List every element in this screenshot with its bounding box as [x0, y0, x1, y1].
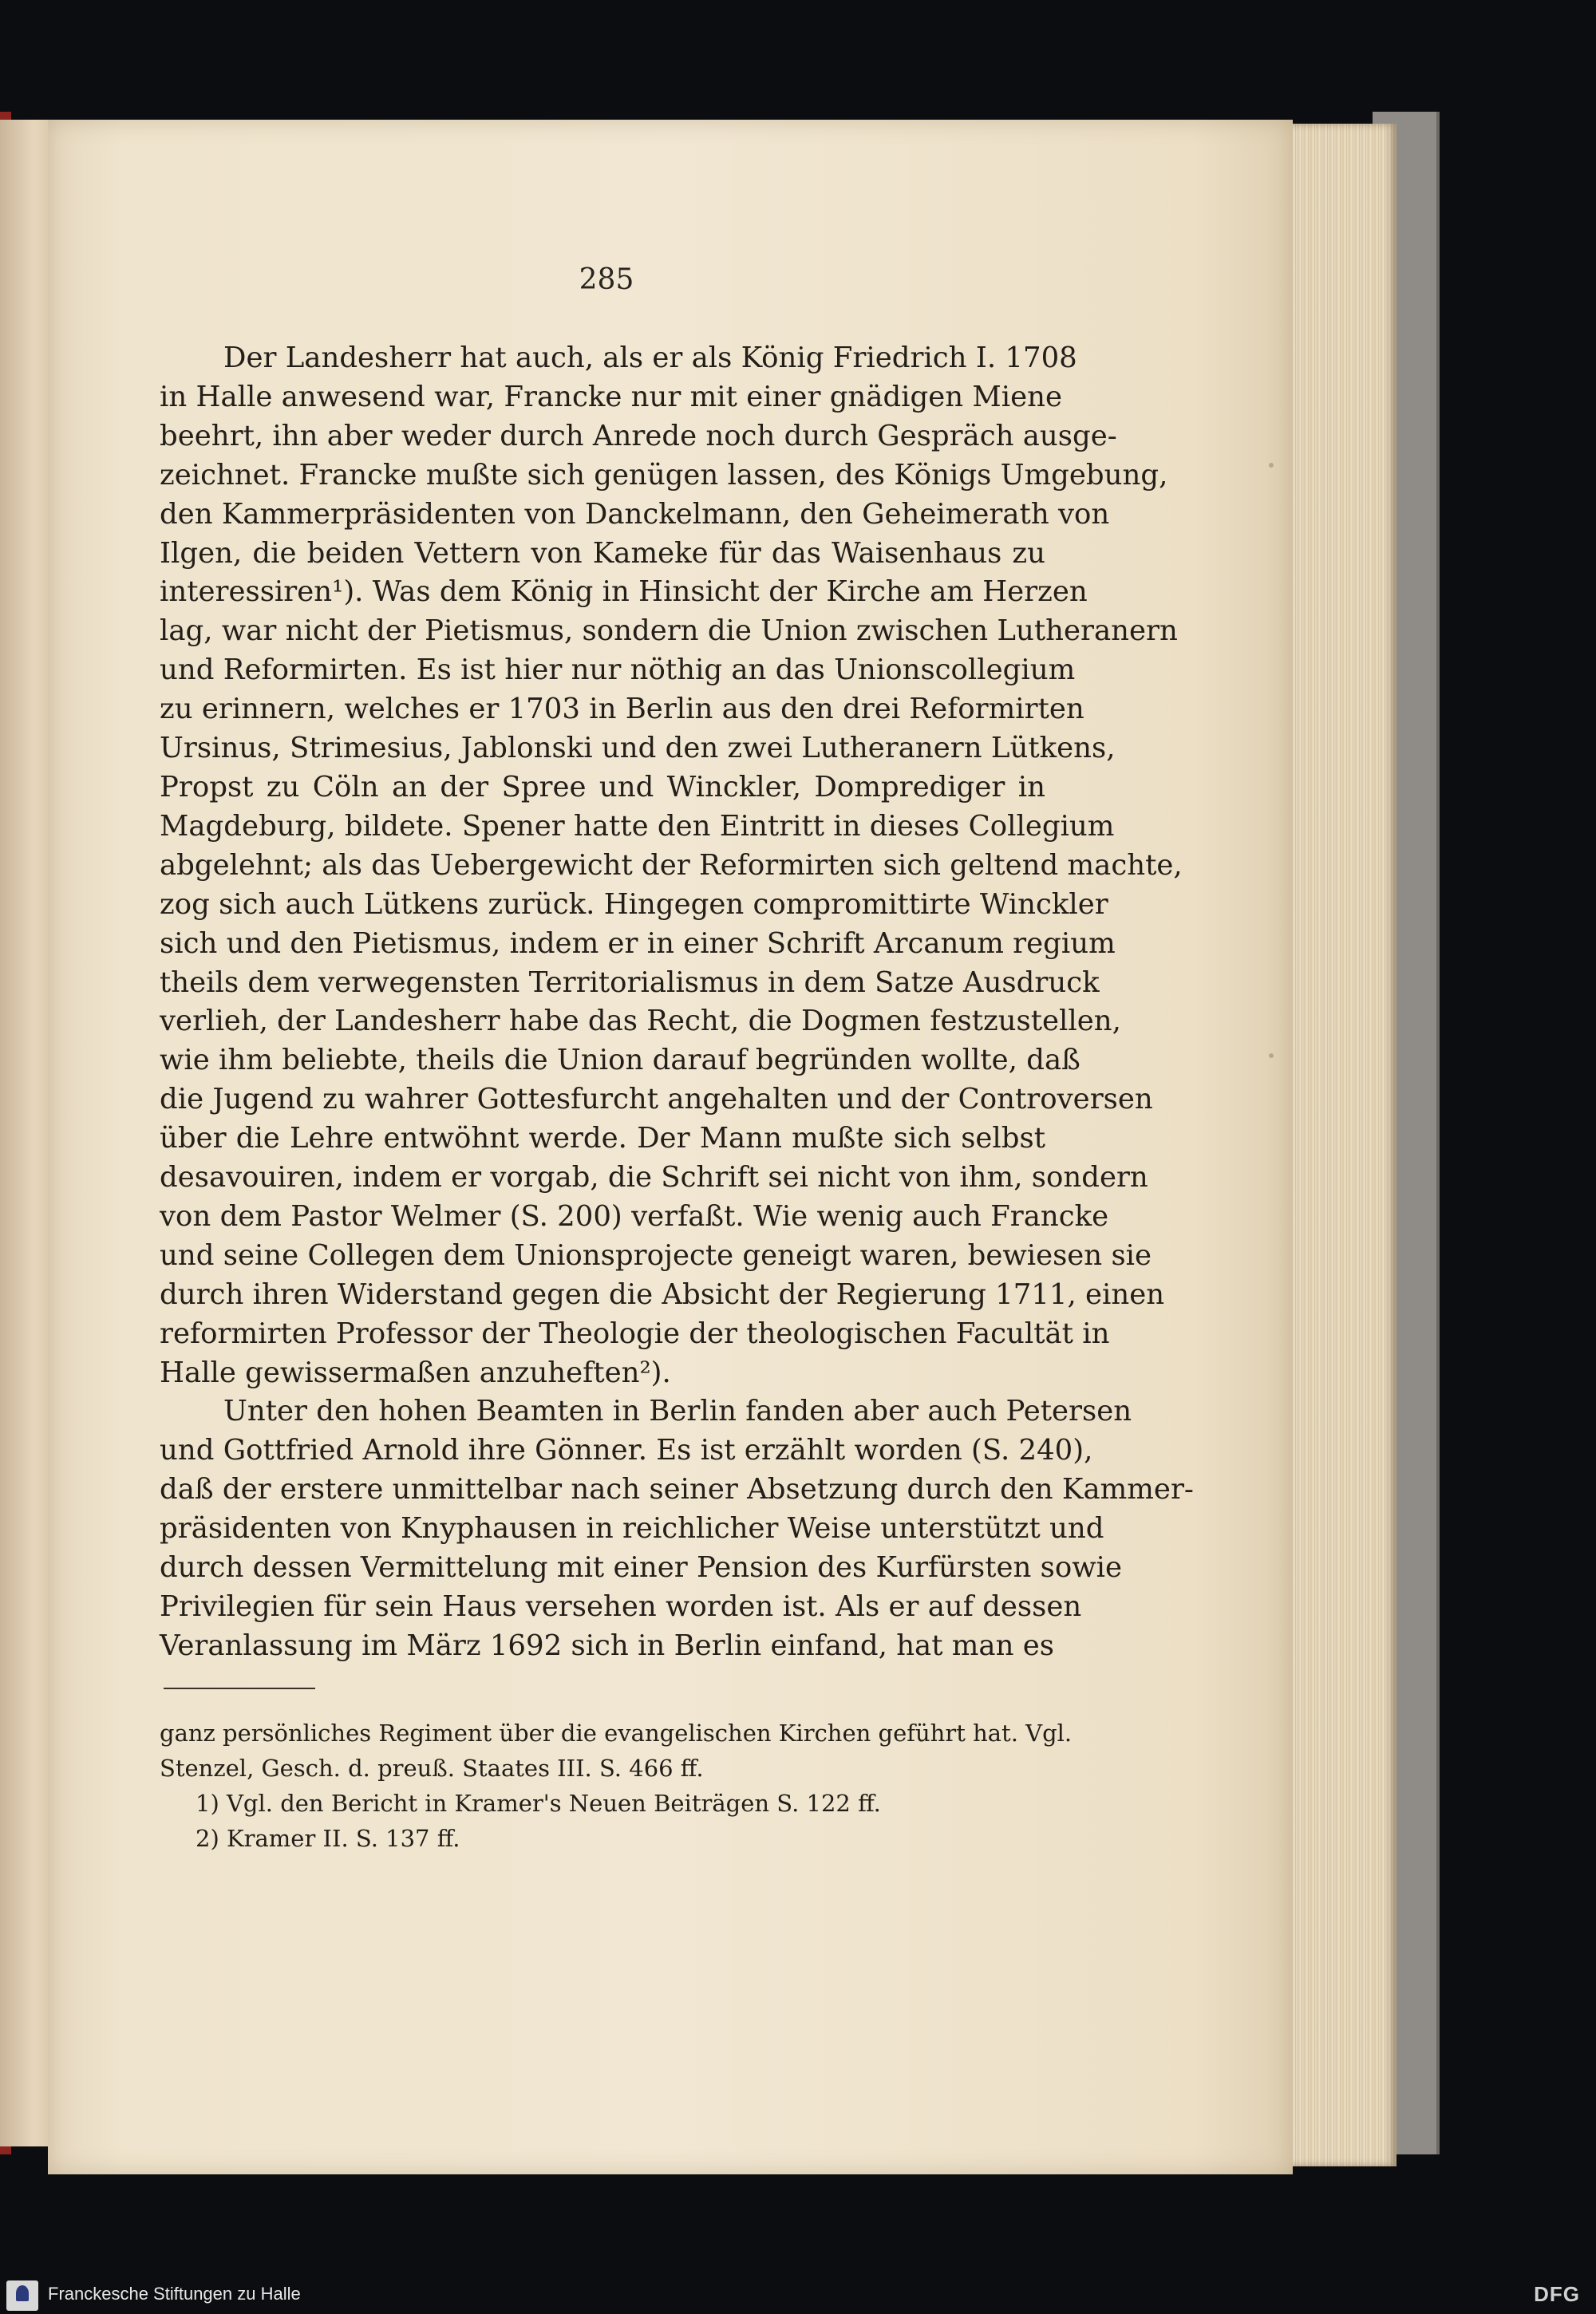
text-line: und seine Collegen dem Unionsprojecte geneigt waren, bewiesen sie [160, 1238, 1152, 1272]
text-line: von dem Pastor Welmer (S. 200) verfaßt. Wie wenig auch Francke [160, 1199, 1109, 1233]
text-line: den Kammerpräsidenten von Danckelmann, den Geheimerath von [160, 497, 1110, 531]
paragraph-1 [160, 339, 1183, 1392]
footnotes [160, 1716, 1073, 1856]
text-line: zu erinnern, welches er 1703 in Berlin aus den drei Reformirten [160, 693, 1084, 726]
text-line: Privilegien für sein Haus versehen worden ist. Als er auf dessen [160, 1590, 1082, 1623]
page-number: 285 [579, 263, 634, 296]
text-line: reformirten Professor der Theologie der theologischen Facultät in [160, 1317, 1110, 1350]
text-line: wie ihm beliebte, theils die Union darauf begründen wollte, daß [160, 1044, 1080, 1077]
text-line: in Halle anwesend war, Francke nur mit einer gnädigen Miene [160, 380, 1062, 413]
footnote-2: 2) Kramer II. S. 137 ff. [196, 1825, 460, 1852]
institution-name: Franckesche Stiftungen zu Halle [48, 2284, 301, 2304]
page-fore-edge [1277, 124, 1396, 2166]
text-line: präsidenten von Knyphausen in reichlicher Weise unterstützt und [160, 1512, 1104, 1546]
text-line: abgelehnt; als das Uebergewicht der Reformirten sich geltend machte, [160, 848, 1183, 882]
institution-logo-icon [6, 2280, 38, 2311]
text-line: über die Lehre entwöhnt werde. Der Mann mußte sich selbst [160, 1122, 1045, 1155]
text-line: Veranlassung im März 1692 sich in Berlin einfand, hat man es [160, 1629, 1054, 1662]
text-line: durch dessen Vermittelung mit einer Pension des Kurfürsten sowie [160, 1551, 1122, 1585]
text-line: daß der erstere unmittelbar nach seiner Absetzung durch den Kammer- [160, 1473, 1194, 1506]
text-line: Halle gewissermaßen anzuheften²). [160, 1356, 671, 1389]
text-line: beehrt, ihn aber weder durch Anrede noch durch Gespräch ausge- [160, 419, 1117, 452]
text-line: Der Landesherr hat auch, als er als König Friedrich I. 1708 [223, 342, 1077, 374]
text-line: Magdeburg, bildete. Spener hatte den Eintritt in dieses Collegium [160, 809, 1115, 843]
text-line: interessiren¹). Was dem König in Hinsicht der Kirche am Herzen [160, 575, 1088, 609]
text-line: Ursinus, Strimesius, Jablonski und den zwei Lutheranern Lütkens, [160, 732, 1116, 765]
text-line: lag, war nicht der Pietismus, sondern die Union zwischen Lutheranern [160, 614, 1178, 648]
text-line: zog sich auch Lütkens zurück. Hingegen compromittirte Winckler [160, 887, 1108, 921]
paper-speck [1269, 1053, 1274, 1058]
text-line: zeichnet. Francke mußte sich genügen lassen, des Königs Umgebung, [160, 458, 1168, 492]
paper-speck [1269, 463, 1274, 468]
text-line: und Reformirten. Es ist hier nur nöthig an das Unionscollegium [160, 654, 1076, 687]
text-line: Propst zu Cöln an der Spree und Winckler, Domprediger in [160, 770, 1045, 804]
footnote-line: ganz persönliches Regiment über die evangelischen Kirchen geführt hat. Vgl. [160, 1720, 1073, 1747]
body-text [160, 339, 1194, 1666]
text-line: verlieh, der Landesherr habe das Recht, die Dogmen festzustellen, [160, 1005, 1121, 1038]
footnote-1: 1) Vgl. den Bericht in Kramer's Neuen Beiträgen S. 122 ff. [196, 1790, 881, 1817]
paragraph-2 [160, 1392, 1194, 1665]
footnote-rule [164, 1688, 315, 1689]
text-line: Ilgen, die beiden Vettern von Kameke für das Waisenhaus zu [160, 536, 1045, 570]
text-line: Unter den hohen Beamten in Berlin fanden aber auch Petersen [223, 1395, 1132, 1428]
text-line: durch ihren Widerstand gegen die Absicht der Regierung 1711, einen [160, 1277, 1165, 1311]
text-line: theils dem verwegensten Territorialismus in dem Satze Ausdruck [160, 965, 1100, 999]
text-line: desavouiren, indem er vorgab, die Schrift sei nicht von ihm, sondern [160, 1161, 1148, 1195]
footnote-line: Stenzel, Gesch. d. preuß. Staates III. S. 466 ff. [160, 1755, 704, 1782]
dfg-badge: DFG [1534, 2282, 1580, 2306]
text-line: die Jugend zu wahrer Gottesfurcht angehalten und der Controversen [160, 1083, 1153, 1116]
text-line: und Gottfried Arnold ihre Gönner. Es ist erzählt worden (S. 240), [160, 1434, 1093, 1467]
text-line: sich und den Pietismus, indem er in einer Schrift Arcanum regium [160, 926, 1116, 960]
